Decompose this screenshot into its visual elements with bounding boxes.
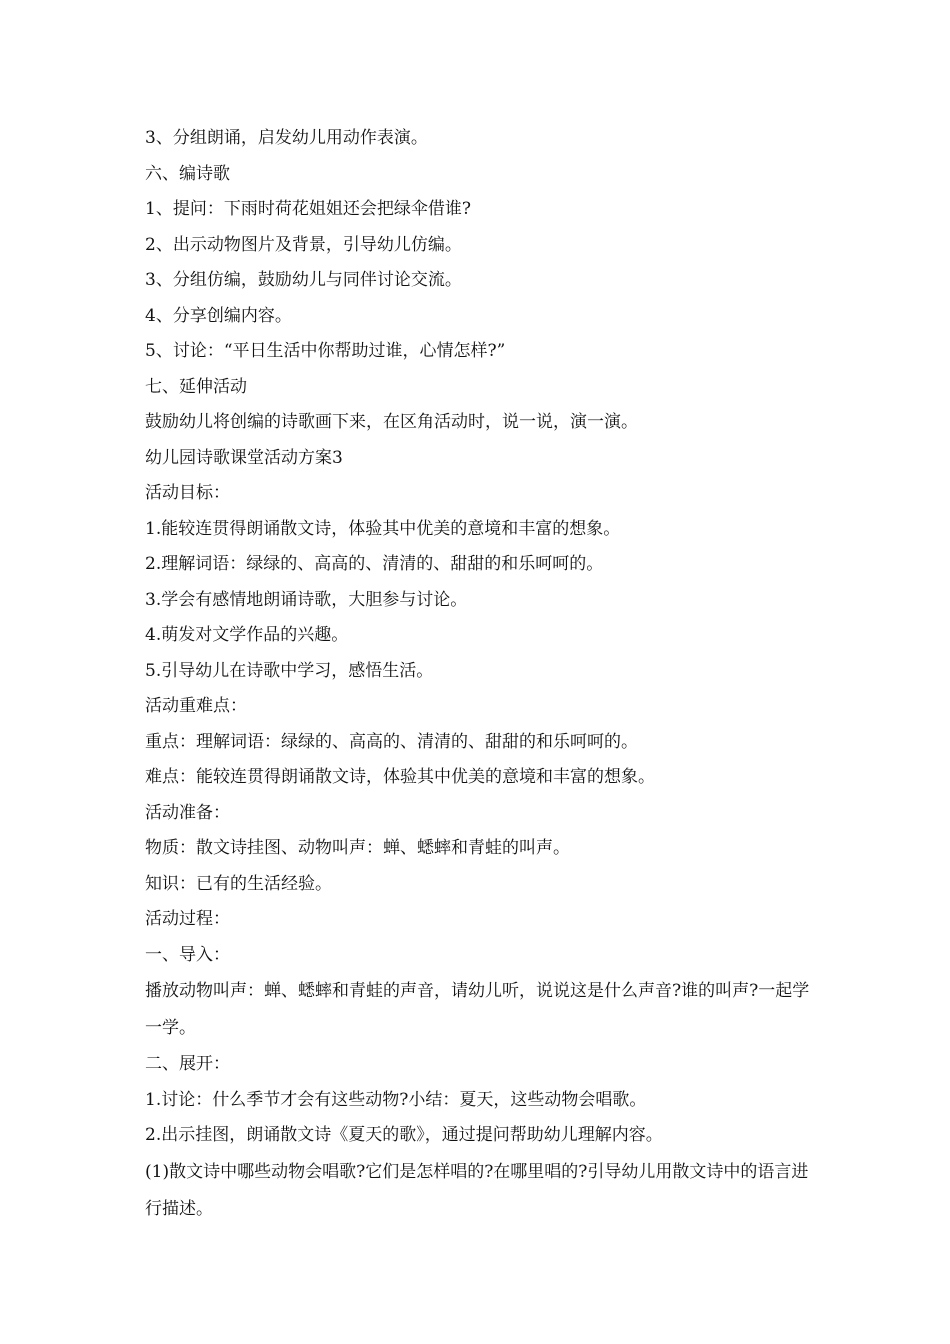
paragraph: 物质：散文诗挂图、动物叫声：蝉、蟋蟀和青蛙的叫声。	[145, 838, 570, 858]
section-heading: 活动目标：	[145, 483, 230, 503]
paragraph: 2.理解词语：绿绿的、高高的、清清的、甜甜的和乐呵呵的。	[145, 554, 604, 574]
section-heading: 七、延伸活动	[145, 376, 247, 397]
section-heading: 二、展开：	[145, 1054, 230, 1074]
section-heading: 活动准备：	[145, 802, 230, 823]
paragraph: 1.能较连贯得朗诵散文诗，体验其中优美的意境和丰富的想象。	[145, 518, 621, 539]
paragraph: 1、提问：下雨时荷花姐姐还会把绿伞借谁?	[145, 199, 471, 219]
paragraph: 3、分组朗诵，启发幼儿用动作表演。	[145, 128, 428, 148]
paragraph: 鼓励幼儿将创编的诗歌画下来，在区角活动时，说一说，演一演。	[145, 412, 638, 432]
paragraph: 4.萌发对文学作品的兴趣。	[145, 625, 349, 645]
paragraph: 5.引导幼儿在诗歌中学习，感悟生活。	[145, 660, 434, 681]
paragraph: 重点：理解词语：绿绿的、高高的、清清的、甜甜的和乐呵呵的。	[145, 731, 638, 752]
paragraph: 1.讨论：什么季节才会有这些动物?小结：夏天，这些动物会唱歌。	[145, 1089, 647, 1110]
section-heading: 一、导入：	[145, 944, 230, 965]
paragraph: 5、讨论：“平日生活中你帮助过谁，心情怎样?”	[145, 341, 506, 361]
section-heading: 活动重难点：	[145, 696, 247, 716]
section-heading: 六、编诗歌	[145, 163, 230, 184]
paragraph: 难点：能较连贯得朗诵散文诗，体验其中优美的意境和丰富的想象。	[145, 767, 655, 787]
document-title: 幼儿园诗歌课堂活动方案3	[145, 447, 343, 468]
paragraph: 4、分享创编内容。	[145, 305, 292, 326]
document-body	[145, 121, 815, 1228]
paragraph: (1)散文诗中哪些动物会唱歌?它们是怎样唱的?在哪里唱的?引导幼儿用散文诗中的语言进行描述。	[145, 1161, 809, 1219]
paragraph: 3.学会有感情地朗诵诗歌，大胆参与讨论。	[145, 589, 468, 610]
paragraph: 3、分组仿编，鼓励幼儿与同伴讨论交流。	[145, 270, 462, 290]
section-heading: 活动过程：	[145, 909, 230, 929]
paragraph: 播放动物叫声：蝉、蟋蟀和青蛙的声音，请幼儿听，说说这是什么声音?谁的叫声?一起学一学。	[145, 981, 810, 1038]
paragraph: 2、出示动物图片及背景，引导幼儿仿编。	[145, 234, 462, 255]
paragraph: 知识：已有的生活经验。	[145, 873, 332, 894]
paragraph: 2.出示挂图，朗诵散文诗《夏天的歌》，通过提问帮助幼儿理解内容。	[145, 1125, 663, 1145]
